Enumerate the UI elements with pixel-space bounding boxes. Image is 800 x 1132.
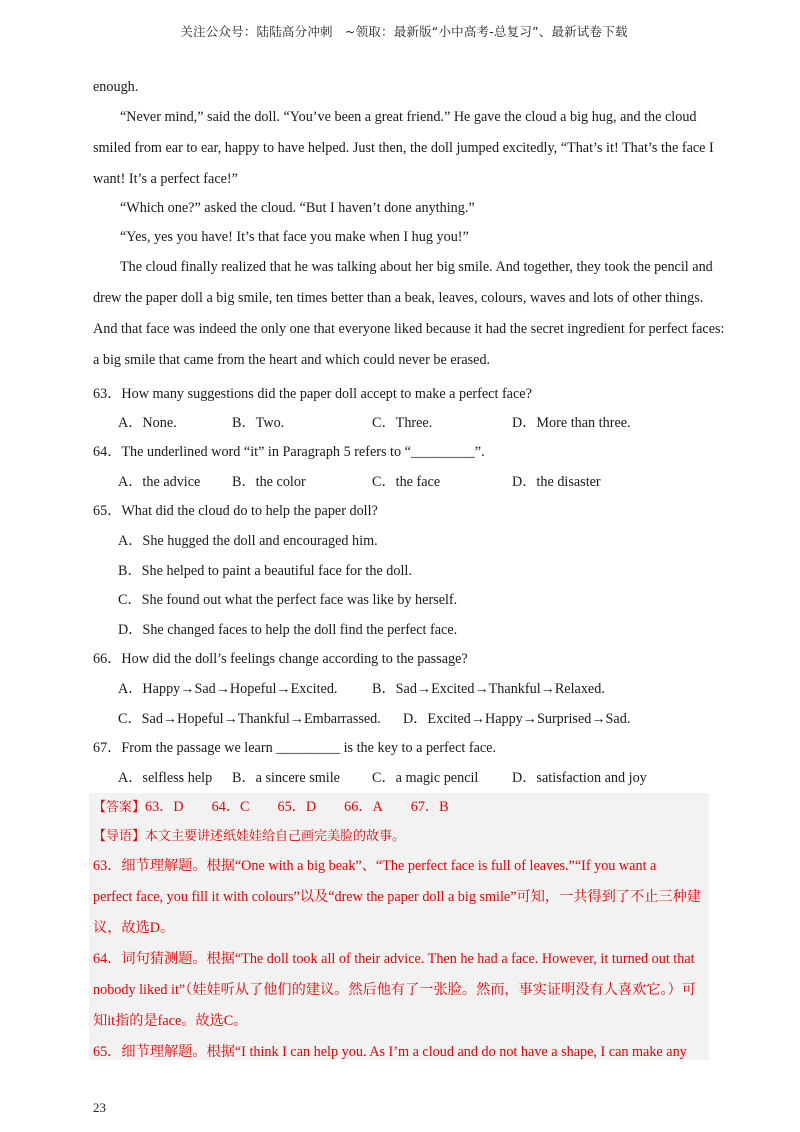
guide-label: 【导语】 [93, 829, 146, 844]
option-a: A．None. [118, 415, 177, 431]
answer-item: 65．D [277, 799, 317, 815]
guide-text: 本文主要讲述纸娃娃给自己画完美脸的故事。 [145, 829, 406, 844]
option-c: C．Sad→Hopeful→Thankful→Embarrassed. [118, 711, 381, 727]
explanation-line: perfect face, you fill it with colours”以及“drew the paper doll a big smile”可知，一共得到了不止三种建 [93, 889, 701, 905]
option-b: B．the color [232, 474, 306, 490]
passage-line: smiled from ear to ear, happy to have helped. Just then, the doll jumped excitedly, “That’s it! That’s the face I [93, 140, 714, 156]
explanation-line: 议，故选D。 [93, 920, 175, 936]
explanation-line: 63．细节理解题。根据“One with a big beak”、“The perfect face is full of leaves.”“If you want a [93, 858, 657, 874]
explanation-line: nobody liked it”（娃娃听从了他们的建议。然后他有了一张脸。然而，事实证明没有人喜欢它。）可 [93, 982, 696, 998]
answer-label: 【答案】 [93, 800, 146, 815]
option-b: B．a sincere smile [232, 770, 340, 786]
option-a: A．selfless help [118, 770, 213, 786]
passage-line: “Which one?” asked the cloud. “But I haven’t done anything.” [120, 200, 475, 216]
passage-line: The cloud finally realized that he was talking about her big smile. And together, they took the pencil and [120, 259, 713, 275]
passage-line: And that face was indeed the only one that everyone liked because it had the secret ingredient for perfect faces: [93, 321, 725, 337]
answer-line [93, 796, 449, 816]
option-a: A．Happy→Sad→Hopeful→Excited. [118, 681, 338, 697]
option-c: C．the face [372, 474, 441, 490]
explanation-line: 65．细节理解题。根据“I think I can help you. As I’m a cloud and do not have a shape, I can make any [93, 1044, 687, 1060]
option-c: C．a magic pencil [372, 770, 479, 786]
passage-line: want! It’s a perfect face!” [93, 171, 238, 187]
page-header [0, 22, 800, 40]
answer-item: 67．B [410, 799, 449, 815]
passage-line: a big smile that came from the heart and which could never be erased. [93, 352, 491, 368]
question-stem: 65．What did the cloud do to help the paper doll? [93, 503, 378, 519]
guide-line [93, 825, 405, 845]
option-b: B．Sad→Excited→Thankful→Relaxed. [372, 681, 605, 697]
header-right: ~领取：最新版“小中高考-总复习”、最新试卷下载 [344, 24, 628, 39]
option-d: D．satisfaction and joy [512, 770, 647, 786]
option-d: D．She changed faces to help the doll find the perfect face. [118, 622, 458, 638]
option-c: C．Three. [372, 415, 433, 431]
option-d: D．Excited→Happy→Surprised→Sad. [403, 711, 631, 727]
explanation-line: 64．词句猜测题。根据“The doll took all of their advice. Then he had a face. However, it turned out that [93, 951, 695, 967]
question-stem: 63．How many suggestions did the paper doll accept to make a perfect face? [93, 386, 532, 402]
option-b: B．Two. [232, 415, 285, 431]
page-number: 23 [93, 1100, 106, 1115]
passage-line: “Never mind,” said the doll. “You’ve been a great friend.” He gave the cloud a big hug, and the cloud [120, 109, 697, 125]
answer-item: 66．A [344, 799, 383, 815]
passage-line: enough. [93, 79, 139, 95]
passage-line: drew the paper doll a big smile, ten times better than a beak, leaves, colours, waves and lots of other things. [93, 290, 704, 306]
answer-item: 63．D [145, 799, 184, 815]
explanation-line: 知it指的是face。故选C。 [93, 1013, 248, 1029]
option-d: D．More than three. [512, 415, 631, 431]
option-a: A．the advice [118, 474, 201, 490]
question-stem: 67．From the passage we learn _________ is the key to a perfect face. [93, 740, 497, 756]
passage-line: “Yes, yes you have! It’s that face you make when I hug you!” [120, 229, 469, 245]
option-c: C．She found out what the perfect face was like by herself. [118, 592, 458, 608]
question-stem: 64．The underlined word “it” in Paragraph 5 refers to “_________”. [93, 444, 485, 460]
question-stem: 66．How did the doll’s feelings change according to the passage? [93, 651, 468, 667]
option-b: B．She helped to paint a beautiful face for the doll. [118, 563, 412, 579]
answer-item: 64．C [211, 799, 250, 815]
option-d: D．the disaster [512, 474, 601, 490]
option-a: A．She hugged the doll and encouraged him. [118, 533, 378, 549]
header-left: 关注公众号：陆陆高分冲刺 [180, 24, 333, 39]
